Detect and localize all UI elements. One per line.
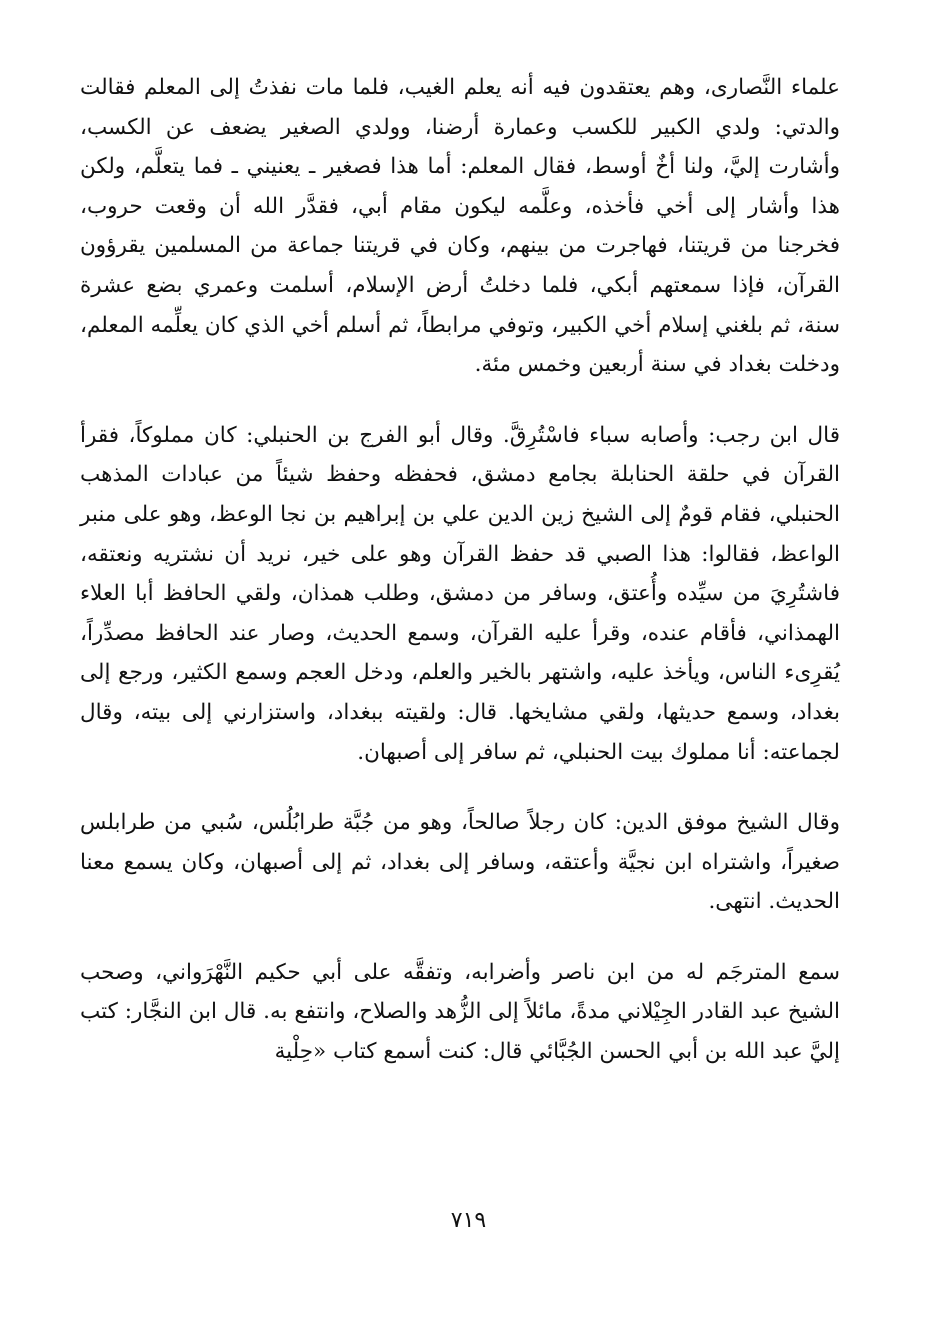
document-page xyxy=(80,68,840,1318)
paragraph-4: سمع المترجَم له من ابن ناصر وأضرابه، وتفقَّه على أبي حكيم النَّهْرَواني، وصحب الشيخ عبد القادر الجِيْلاني مدةً، مائلاً إلى الزُّهد والصلاح، وانتفع به. قال ابن النجَّار: كتب إليَّ عبد الله بن أبي الحسن الجُبَّائي قال: كنت أسمع كتاب «حِلْية xyxy=(80,959,840,1065)
paragraph-3: وقال الشيخ موفق الدين: كان رجلاً صالحاً، وهو من جُبَّة طرابُلُس، سُبي من طرابلس صغيراً، واشتراه ابن نجيَّة وأعتقه، وسافر إلى بغداد، ثم إلى أصبهان، وكان يسمع معنا الحديث. انتهى. xyxy=(80,810,840,915)
page-number: ٧١٩ xyxy=(450,1208,487,1233)
paragraph-1: علماء النَّصارى، وهم يعتقدون فيه أنه يعلم الغيب، فلما مات نفذتُ إلى المعلم فقالت والدتي: ولدي الكبير للكسب وعمارة أرضنا، وولدي الصغير يضعف عن الكسب، وأشارت إليَّ، ولنا أخٌ أوسط، فقال المعلم: أما هذا فصغير ـ يعنيني ـ فما يتعلَّم، ولكن هذا وأشار إلى أخي فأخذه، وعلَّمه ليكون مقام أبي، فقدَّر الله أن وقعت حروب، فخرجنا من قريتنا، فهاجرت من بينهم، وكان في قريتنا جماعة من المسلمين يقرؤون القرآن، فإذا سمعتهم أبكي، فلما دخلتُ أرض الإسلام، أسلمت وعمري بضع عشرة سنة، ثم بلغني إسلام أخي الكبير، وتوفي مرابطاً، ثم أسلم أخي الذي كان يعلِّمه المعلم، ودخلت بغداد في سنة أربعين وخمس مئة. xyxy=(80,75,840,378)
paragraph-2: قال ابن رجب: وأصابه سباء فاسْتُرِقَّ. وقال أبو الفرج بن الحنبلي: كان مملوكاً، فقرأ القرآن في حلقة الحنابلة بجامع دمشق، فحفظه وحفظ شيئاً من عبادات المذهب الحنبلي، فقام قومٌ إلى الشيخ زين الدين علي بن إبراهيم بن نجا الوعظ، وهو على منبر الواعظ، فقالوا: هذا الصبي قد حفظ القرآن وهو على خير، نريد أن نشتريه ونعتقه، فاشتُرِيَ من سيِّده وأُعتق، وسافر من دمشق، وطلب همذان، ولقي الحافظ أبا العلاء الهمذاني، فأقام عنده، وقرأ عليه القرآن، وسمع الحديث، وصار عند الحافظ مصدِّراً، يُقرِىء الناس، ويأخذ عليه، واشتهر بالخير والعلم، ودخل العجم وسمع الكثير، ورجع إلى بغداد، وسمع حديثها، ولقي مشايخها. قال: ولقيته ببغداد، واستزارني إلى بيته، وقال لجماعته: أنا مملوك بيت الحنبلي، ثم سافر إلى أصبهان. xyxy=(80,422,840,765)
